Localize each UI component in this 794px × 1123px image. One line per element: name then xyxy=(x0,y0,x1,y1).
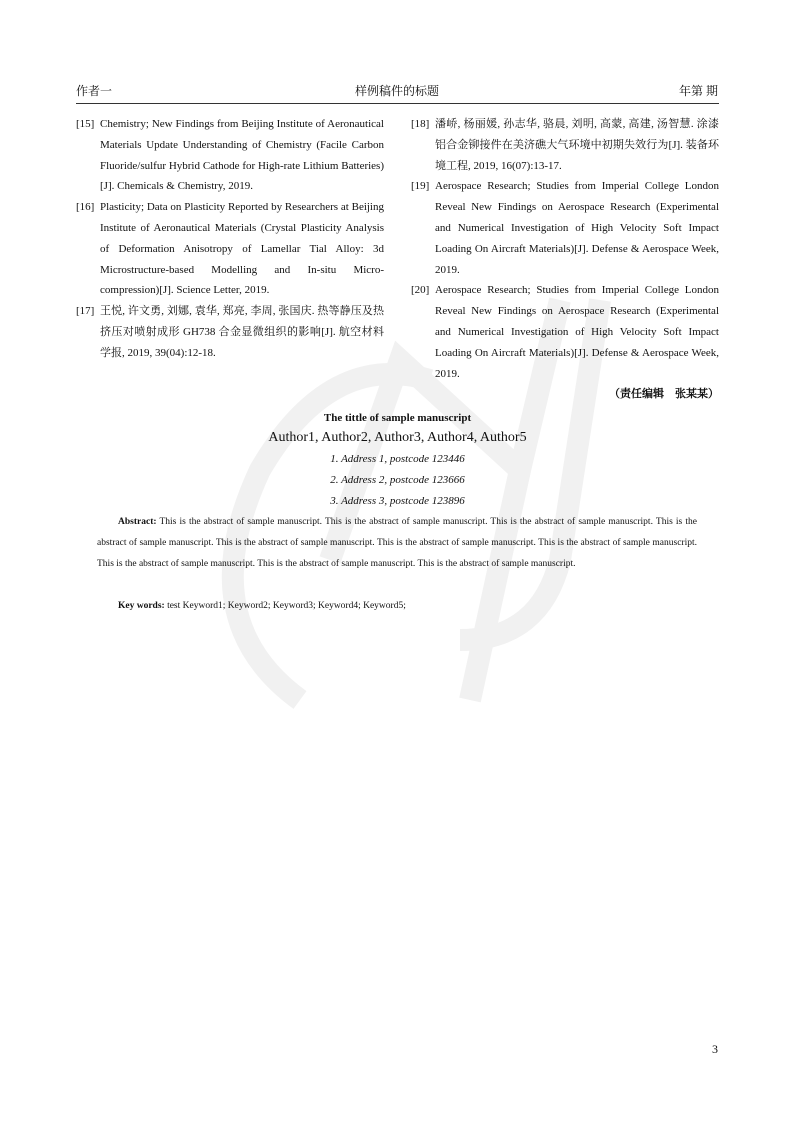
reference-item xyxy=(411,280,719,384)
address-3: 3. Address 3, postcode 123896 xyxy=(330,495,465,507)
address-1: 1. Address 1, postcode 123446 xyxy=(330,453,465,465)
reference-text: 潘峤, 杨丽媛, 孙志华, 骆晨, 刘明, 高蒙, 高建, 汤智慧. 涂漆铝合金铆接件在美济礁大气环境中初期失效行为[J]. 装备环境工程, 2019, 16(07):13-17. xyxy=(435,118,719,172)
header-title: 样例稿件的标题 xyxy=(354,84,439,98)
reference-text: Plasticity; Data on Plasticity Reported by Researchers at Beijing Institute of Aeronautical Materials (Crystal Plasticity Analysis of Deformation Anisotropy of Lamellar Tial Alloy: 3d Microstructure-based Modelling and In-situ Micro-compression)[J]. Science Letter, 2019. xyxy=(100,201,384,297)
reference-text: Aerospace Research; Studies from Imperial College London Reveal New Findings on Aerospace Research (Experimental and Numerical Investigation of High Velocity Soft Impact Loading On Aircraft Materials)[J]. Defense & Aerospace Week, 2019. xyxy=(435,284,719,380)
reference-text: 王悦, 许文勇, 刘娜, 袁华, 郑亮, 李周, 张国庆. 热等静压及热挤压对喷射成形 GH738 合金显微组织的影响[J]. 航空材料学报, 2019, 39(04):12-18. xyxy=(100,305,384,359)
reference-text: Aerospace Research; Studies from Imperial College London Reveal New Findings on Aerospace Research (Experimental and Numerical Investigation of High Velocity Soft Impact Loading On Aircraft Materials)[J]. Defense & Aerospace Week, 2019. xyxy=(435,180,719,276)
references-left-column xyxy=(76,114,384,364)
reference-number: [18] xyxy=(411,118,430,130)
english-authors: Author1, Author2, Author3, Author4, Author5 xyxy=(268,430,527,445)
abstract xyxy=(97,512,697,575)
reference-item xyxy=(411,114,719,176)
reference-number: [19] xyxy=(411,180,430,193)
header-issue: 年第 期 xyxy=(678,84,718,98)
keywords-text: test Keyword1; Keyword2; Keyword3; Keyword4; Keyword5; xyxy=(167,601,406,611)
reference-number: [20] xyxy=(411,284,430,297)
header-divider xyxy=(76,103,719,104)
keywords-label: Key words: xyxy=(118,601,165,611)
editor-note: （责任编辑 张某某） xyxy=(609,388,719,401)
header-author: 作者一 xyxy=(76,84,113,98)
references-right-column xyxy=(411,114,719,405)
reference-item xyxy=(411,176,719,280)
address-2: 2. Address 2, postcode 123666 xyxy=(330,474,465,486)
abstract-label: Abstract: xyxy=(118,517,157,527)
page-number: 3 xyxy=(712,1042,718,1056)
reference-text: Chemistry; New Findings from Beijing Institute of Aeronautical Materials Update Understanding of Chemistry (Facile Carbon Fluoride/sulfur Hybrid Cathode for High-rate Lithium Batteries)[J]. Chemicals & Chemistry, 2019. xyxy=(100,118,384,193)
reference-number: [17] xyxy=(76,305,95,318)
abstract-text: This is the abstract of sample manuscript. This is the abstract of sample manuscript. This is the abstract of sample manuscript. This is the abstract of sample manuscript. This is the abstract of sample manuscript. This is the abstract of sample manuscript. This is the abstract of sample manuscript. This is the abstract of sample manuscript. This is the abstract of sample manuscript. This is the abstract of sample manuscript. xyxy=(97,517,697,569)
reference-item xyxy=(76,114,384,197)
reference-number: [16] xyxy=(76,201,95,214)
reference-item xyxy=(76,197,384,301)
keywords xyxy=(97,596,697,617)
reference-item xyxy=(76,301,384,363)
reference-number: [15] xyxy=(76,118,95,130)
english-title: The tittle of sample manuscript xyxy=(323,412,472,424)
